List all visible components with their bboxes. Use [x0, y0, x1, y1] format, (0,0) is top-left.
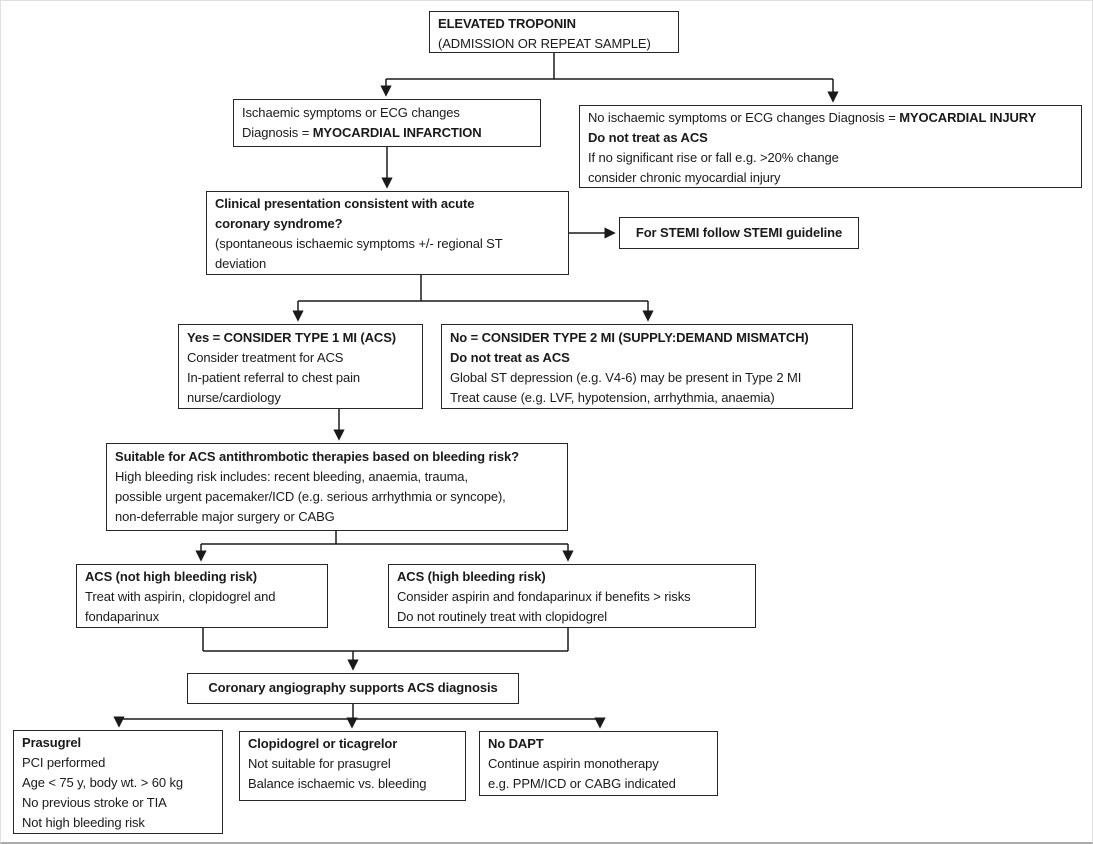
node-clopidogrel-or-ticagrelor	[239, 731, 466, 801]
node-text-line: Diagnosis = MYOCARDIAL INFARCTION	[242, 125, 482, 140]
node-text-line: Do not routinely treat with clopidogrel	[397, 609, 607, 624]
node-text-line: fondaparinux	[85, 609, 159, 624]
node-elevated-troponin	[429, 11, 679, 53]
node-coronary-angiography	[187, 673, 519, 704]
node-myocardial-infarction	[233, 99, 541, 147]
node-text-line: No previous stroke or TIA	[22, 795, 167, 810]
node-acs-high-bleeding-risk	[388, 564, 756, 628]
connector	[298, 275, 648, 301]
node-text-line: ACS (not high bleeding risk)	[85, 569, 257, 584]
node-text-line: Do not treat as ACS	[450, 350, 570, 365]
node-text-line: Not high bleeding risk	[22, 815, 145, 830]
node-text-line: Clinical presentation consistent with acute	[215, 196, 475, 211]
connector	[203, 628, 568, 651]
node-text-line: In-patient referral to chest pain	[187, 370, 361, 385]
node-text-line: Clopidogrel or ticagrelor	[248, 736, 398, 751]
node-acs-not-high-bleeding-risk	[76, 564, 328, 628]
node-text-line: ACS (high bleeding risk)	[397, 569, 546, 584]
node-text-line: Balance ischaemic vs. bleeding	[248, 776, 427, 791]
node-prasugrel	[13, 730, 223, 834]
node-text-line: Treat cause (e.g. LVF, hypotension, arrhythmia, anaemia)	[450, 390, 775, 405]
node-type2-mi	[441, 324, 853, 409]
node-no-dapt	[479, 731, 718, 796]
node-clinical-presentation	[206, 191, 569, 275]
node-text-line: non-deferrable major surgery or CABG	[115, 509, 335, 524]
node-text-line: Prasugrel	[22, 735, 82, 750]
node-text-line: consider chronic myocardial injury	[588, 170, 781, 185]
connector	[201, 531, 568, 544]
node-subtitle: (ADMISSION OR REPEAT SAMPLE)	[438, 36, 651, 51]
node-text-line: No DAPT	[488, 736, 544, 751]
node-text-line: Suitable for ACS antithrombotic therapies based on bleeding risk?	[115, 449, 520, 464]
node-text-line: Not suitable for prasugrel	[248, 756, 391, 771]
node-text-line: deviation	[215, 256, 267, 271]
node-text-line: High bleeding risk includes: recent bleeding, anaemia, trauma,	[115, 469, 468, 484]
node-type1-mi	[178, 324, 423, 409]
node-text-line: Consider aspirin and fondaparinux if benefits > risks	[397, 589, 691, 604]
node-text-line: nurse/cardiology	[187, 390, 281, 405]
node-text-line: Consider treatment for ACS	[187, 350, 344, 365]
node-stemi-guideline	[619, 217, 859, 249]
node-myocardial-injury	[579, 105, 1082, 188]
node-text-line: Continue aspirin monotherapy	[488, 756, 659, 771]
node-text-line: Coronary angiography supports ACS diagnosis	[208, 680, 498, 695]
node-text-line: Treat with aspirin, clopidogrel and	[85, 589, 276, 604]
node-text-line: Global ST depression (e.g. V4-6) may be present in Type 2 MI	[450, 370, 802, 385]
node-text-line: (spontaneous ischaemic symptoms +/- regional ST	[215, 236, 503, 251]
node-title: ELEVATED TROPONIN	[438, 16, 576, 31]
node-text-line: e.g. PPM/ICD or CABG indicated	[488, 776, 676, 791]
node-text-line: No = CONSIDER TYPE 2 MI (SUPPLY:DEMAND MISMATCH)	[450, 330, 809, 345]
node-text-line: coronary syndrome?	[215, 216, 343, 231]
connector	[119, 704, 600, 719]
node-text-line: Ischaemic symptoms or ECG changes	[242, 105, 460, 120]
node-text-line: No ischaemic symptoms or ECG changes Diagnosis = MYOCARDIAL INJURY	[588, 110, 1037, 125]
node-text-line: possible urgent pacemaker/ICD (e.g. serious arrhythmia or syncope),	[115, 489, 506, 504]
node-text-line: If no significant rise or fall e.g. >20% change	[588, 150, 839, 165]
node-text-line: PCI performed	[22, 755, 106, 770]
node-text-line: For STEMI follow STEMI guideline	[635, 225, 843, 240]
node-text-line: Yes = CONSIDER TYPE 1 MI (ACS)	[187, 330, 397, 345]
node-bleeding-risk-question	[106, 443, 568, 531]
node-text-line: Do not treat as ACS	[588, 130, 708, 145]
connector	[386, 53, 833, 79]
node-text-line: Age < 75 y, body wt. > 60 kg	[22, 775, 184, 790]
